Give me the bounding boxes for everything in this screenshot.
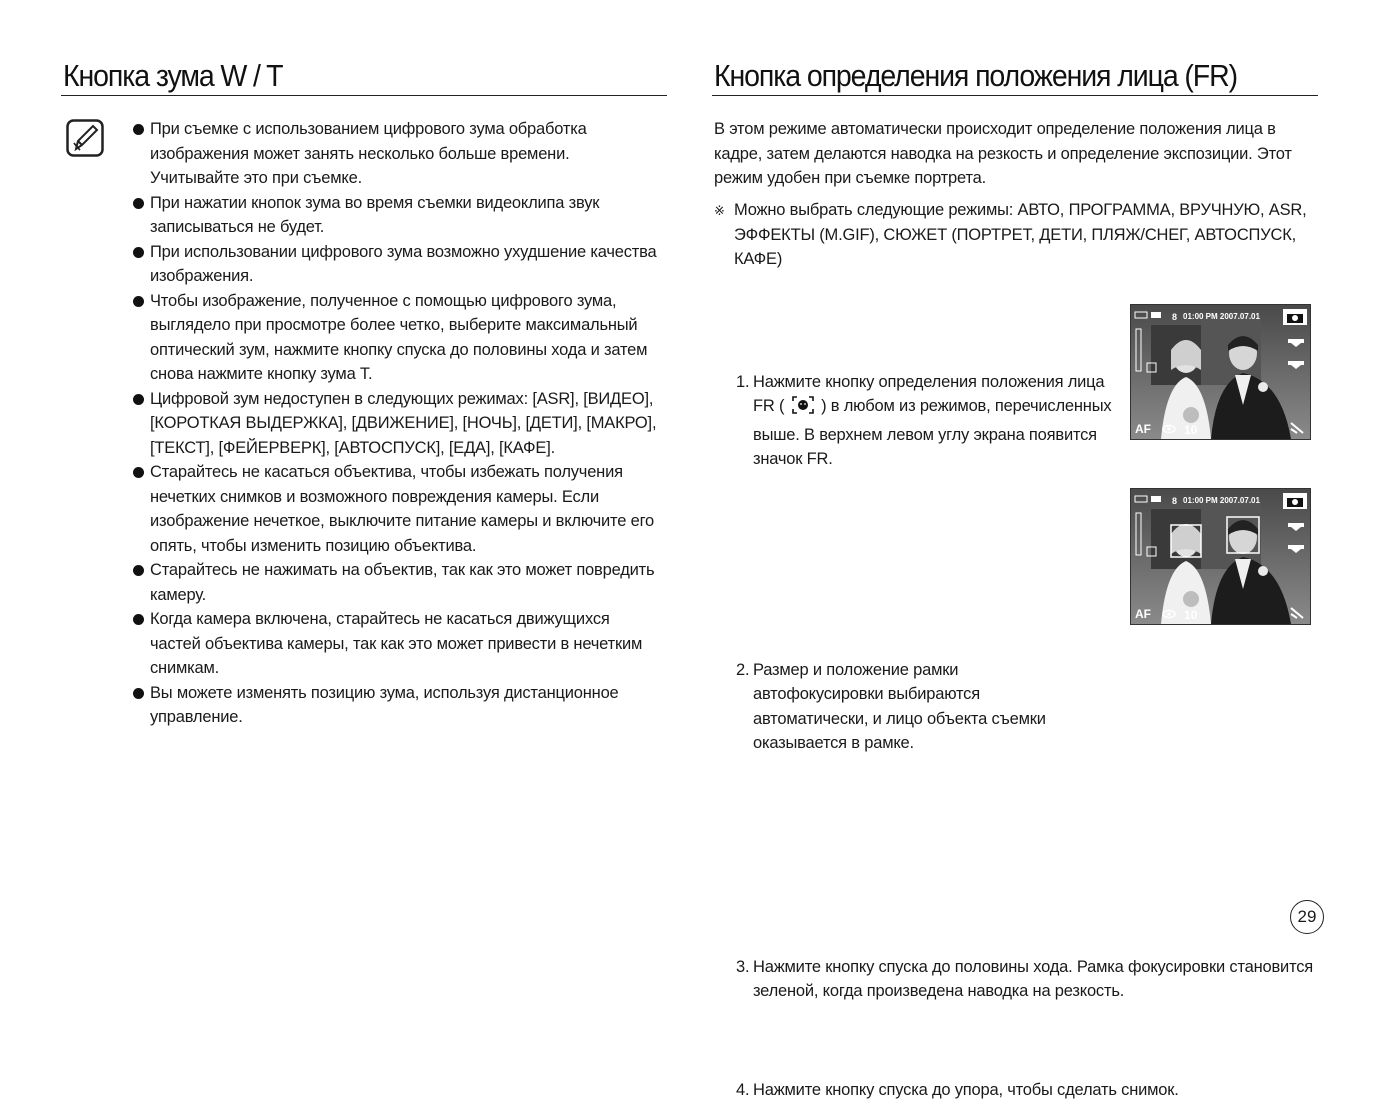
list-item: При нажатии кнопок зума во время съемки видеоклипа звук записываться не будет. [133,191,663,240]
step-number: 1. [736,370,749,395]
fr-modes-note [714,198,1324,272]
step-number: 2. [736,658,749,683]
list-item: При использовании цифрового зума возможно ухудшение качества изображения. [133,240,663,289]
af-label: AF [1135,422,1151,436]
step-3 [736,955,1333,1004]
fr-modes-note-text: Можно выбрать следующие режимы: АВТО, ПРОГРАММА, ВРУЧНУЮ, ASR, ЭФФЕКТЫ (M.GIF), СЮЖЕТ (ПОРТРЕТ, ДЕТИ, ПЛЯЖ/СНЕГ, АВТОСПУСК, КАФЕ) [734,201,1307,268]
shots-remaining: 8 [1172,312,1177,322]
af-label: AF [1135,607,1151,621]
step-number: 3. [736,955,749,980]
shots-remaining: 8 [1172,496,1177,506]
list-item: Старайтесь не нажимать на объектив, так как это может повредить камеру. [133,558,663,607]
lcd-datetime: 01:00 PM 2007.07.01 [1183,312,1260,321]
step-2 [736,658,1093,756]
list-item: Когда камера включена, старайтесь не касаться движущихся частей объектива камеры, так как это может привести в нечетким снимкам. [133,607,663,681]
right-page-title: Кнопка определения положения лица (FR) [714,58,1237,94]
lcd-datetime: 01:00 PM 2007.07.01 [1183,496,1260,505]
step-number: 4. [736,1078,749,1102]
lcd-preview-fr-icon [1130,304,1311,440]
left-page-title: Кнопка зума W / T [63,58,282,94]
left-title-rule [61,95,667,96]
step-1 [736,370,1119,472]
step-4 [736,1078,1333,1102]
step-4-text: Нажмите кнопку спуска до упора, чтобы сделать снимок. [753,1081,1179,1099]
step-1-text-a: Нажмите кнопку определения положения лица FR ( [753,373,1104,416]
reference-mark-icon: ※ [714,199,725,224]
fr-intro-paragraph: В этом режиме автоматически происходит определение положения лица в кадре, затем делаются наводка на резкость и определение экспозиции. Этот режим удобен при съемке портрета. [714,117,1294,191]
step-1-text-b: ) в любом из режимов, перечисленных выше. В верхнем левом углу экрана появится значок FR. [753,397,1111,468]
face-detection-icon [791,395,815,423]
step-2-text: Размер и положение рамки автофокусировки выбираются автоматически, и лицо объекта съемки оказывается в рамке. [753,661,1046,753]
page-number: 29 [1290,900,1324,934]
lcd-preview-face-frames [1130,488,1311,625]
list-item: Старайтесь не касаться объектива, чтобы избежать получения нечетких снимков и возможного повреждения камеры. Если изображение нечеткое, выключите питание камеры и включите его опять, чтобы изменить позицию объектива. [133,460,663,558]
note-pencil-icon [66,119,104,157]
list-item: Чтобы изображение, полученное с помощью цифрового зума, выглядело при просмотре более четко, выберите максимальный оптический зум, нажмите кнопку спуска до половины хода и затем снова нажмите кнопку зума T. [133,289,663,387]
step-3-text: Нажмите кнопку спуска до половины хода. Рамка фокусировки становится зеленой, когда произведена наводка на резкость. [753,958,1313,1001]
resolution-label: 10 [1184,423,1198,437]
list-item: При съемке с использованием цифрового зума обработка изображения может занять несколько больше времени. Учитывайте это при съемке. [133,117,663,191]
right-title-rule [712,95,1318,96]
resolution-label: 10 [1184,608,1198,622]
list-item: Вы можете изменять позицию зума, используя дистанционное управление. [133,681,663,730]
zoom-notes-list [133,117,663,730]
list-item: Цифровой зум недоступен в следующих режимах: [ASR], [ВИДЕО], [КОРОТКАЯ ВЫДЕРЖКА], [ДВИЖЕНИЕ], [НОЧЬ], [ДЕТИ], [МАКРО], [ТЕКСТ], [ФЕЙЕРВЕРК], [АВТОСПУСК], [ЕДА], [КАФЕ]. [133,387,663,461]
